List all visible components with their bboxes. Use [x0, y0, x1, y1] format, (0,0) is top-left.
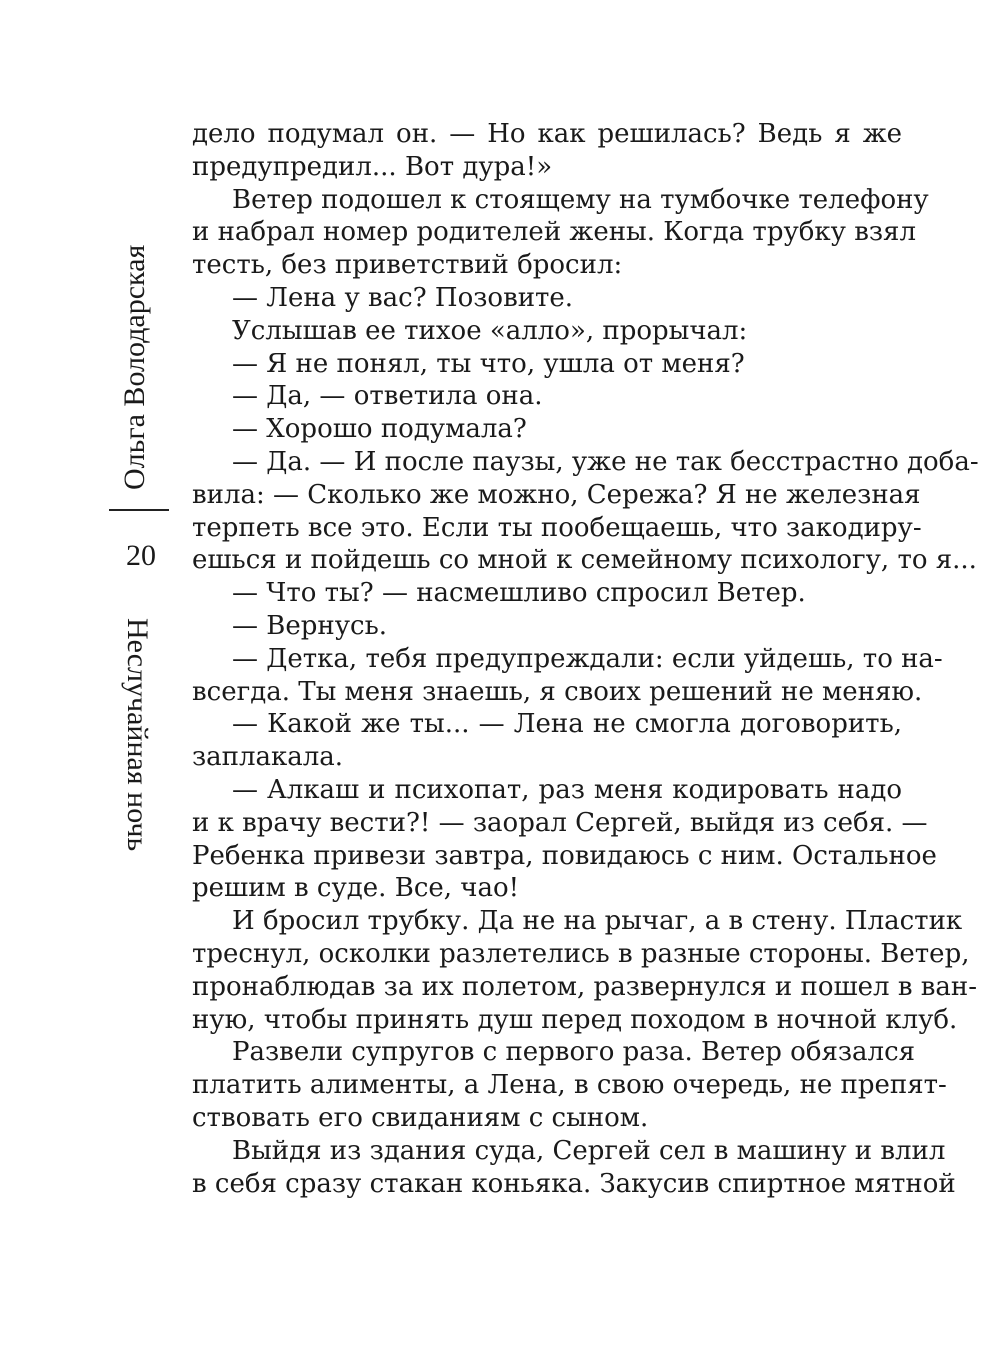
- text-line: терпеть все это. Если ты пообещаешь, что закодиру-: [192, 512, 922, 543]
- text-line: решим в суде. Все, чао!: [192, 873, 520, 904]
- text-line: — Вернусь.: [232, 610, 388, 641]
- text-line: — Какой же ты... — Лена не смогла договорить,: [232, 709, 902, 740]
- text-line: Развели супругов с первого раза. Ветер обязался: [232, 1037, 916, 1068]
- text-line: ную, чтобы принять душ перед походом в ночной клуб.: [192, 1004, 958, 1035]
- text-line: И бросил трубку. Да не на рычаг, а в стену. Пластик: [232, 906, 963, 937]
- text-line: ствовать его свиданиям с сыном.: [192, 1102, 649, 1133]
- text-line: — Я не понял, ты что, ушла от меня?: [232, 348, 745, 379]
- text-line: дело подумал он. — Но как решилась? Ведь я же: [192, 119, 902, 149]
- running-head-book-title: Неслучайная ночь: [121, 618, 154, 852]
- text-line: предупредил... Вот дура!»: [192, 151, 553, 182]
- text-line: Ветер подошел к стоящему на тумбочке телефону: [232, 184, 929, 215]
- text-line: Ребенка привези завтра, повидаюсь с ним. Остальное: [192, 840, 937, 871]
- text-line: и к врачу вести?! — заорал Сергей, выйдя из себя. —: [192, 807, 928, 838]
- text-line: Выйдя из здания суда, Сергей сел в машину и влил: [232, 1135, 946, 1166]
- text-line: и набрал номер родителей жены. Когда трубку взял: [192, 217, 916, 248]
- text-line: заплакала.: [192, 742, 344, 773]
- text-line: всегда. Ты меня знаешь, я своих решений не меняю.: [192, 676, 923, 707]
- text-line: — Да. — И после паузы, уже не так бесстрастно доба-: [232, 446, 979, 477]
- text-line: — Что ты? — насмешливо спросил Ветер.: [232, 578, 806, 609]
- text-line: в себя сразу стакан коньяка. Закусив спиртное мятной: [192, 1168, 956, 1199]
- text-line: ешься и пойдешь со мной к семейному психологу, то я...: [192, 545, 977, 576]
- text-line: треснул, осколки разлетелись в разные стороны. Ветер,: [192, 938, 970, 969]
- running-head-divider: [109, 509, 169, 511]
- running-head-author: Ольга Володарская: [118, 244, 151, 490]
- body-text: [192, 118, 979, 1200]
- text-line: тесть, без приветствий бросил:: [192, 250, 623, 281]
- page-number: 20: [126, 539, 156, 572]
- text-line: — Да, — ответила она.: [232, 381, 543, 412]
- text-line: — Лена у вас? Позовите.: [232, 282, 574, 313]
- text-line: — Детка, тебя предупреждали: если уйдешь, то на-: [232, 643, 943, 674]
- text-line: вила: — Сколько же можно, Сережа? Я не железная: [192, 479, 921, 510]
- text-line: — Алкаш и психопат, раз меня кодировать надо: [232, 774, 902, 805]
- text-line: платить алименты, а Лена, в свою очередь, не препят-: [192, 1070, 947, 1101]
- text-line: — Хорошо подумала?: [232, 414, 527, 445]
- text-line: Услышав ее тихое «алло», прорычал:: [232, 315, 748, 346]
- text-line: пронаблюдав за их полетом, развернулся и пошел в ван-: [192, 971, 977, 1002]
